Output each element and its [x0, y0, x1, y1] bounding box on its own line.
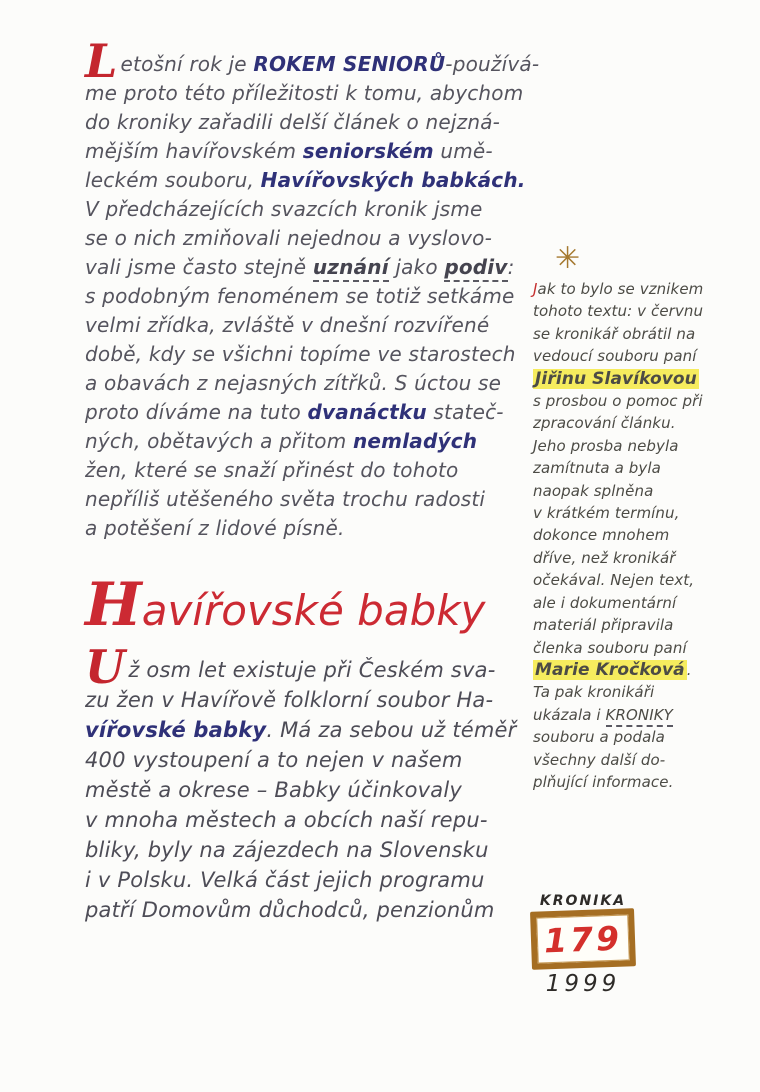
text-segment: se o nich zmiňovali nejednou a vyslovo- [85, 226, 493, 250]
text-segment: naopak splněna [533, 481, 654, 500]
text-segment: seniorském [302, 139, 434, 163]
text-segment: vali jsme často stejně [85, 255, 313, 279]
text-line [533, 502, 743, 524]
text-line [533, 749, 743, 771]
stamp-page-number: 179 [543, 918, 623, 960]
paragraph-intro [85, 34, 550, 543]
text-line [85, 79, 550, 108]
text-segment: vířovské babky [85, 718, 267, 742]
text-segment: zamítnuta a byla [533, 459, 661, 478]
text-line [85, 166, 550, 195]
text-line [533, 345, 743, 367]
text-segment: všechny další do- [533, 750, 666, 769]
section-heading [85, 569, 550, 647]
text-line [85, 685, 550, 715]
text-segment: V předcházejících svazcích kronik jsme [85, 197, 483, 221]
text-segment: patří Domovům důchodců, penzionům [85, 898, 495, 922]
text-line [85, 34, 550, 88]
text-line [533, 278, 743, 300]
text-line [85, 282, 550, 311]
text-segment: me proto této příležitosti k tomu, abychom [85, 81, 524, 105]
text-segment: uznání [313, 255, 389, 282]
text-segment: ž osm let existuje při Českém sva- [128, 658, 496, 682]
text-segment: leckém souboru, [85, 168, 261, 192]
text-line [533, 412, 743, 434]
text-segment: plňující informace. [533, 772, 674, 791]
text-segment: v krátkém termínu, [533, 504, 680, 523]
text-line [85, 137, 550, 166]
paragraph-babky [85, 640, 550, 925]
text-segment: do kroniky zařadili delší článek o nejzná- [85, 110, 501, 134]
text-line [533, 300, 743, 322]
text-line [533, 390, 743, 412]
text-segment: umě- [433, 139, 493, 163]
text-segment: době, kdy se všichni topíme ve starostech [85, 342, 516, 366]
text-line [533, 726, 743, 748]
text-line [533, 524, 743, 546]
text-line [85, 456, 550, 485]
text-segment: Marie Kročková [535, 659, 685, 680]
text-segment: nepříliš utěšeného světa trochu radosti [85, 487, 486, 511]
heading-initial-letter: H [85, 570, 142, 640]
text-segment: mějším havířovském [85, 139, 303, 163]
text-line [85, 640, 550, 694]
text-segment: Jeho prosba nebyla [533, 436, 679, 455]
margin-note [533, 241, 743, 793]
text-segment: KRONIKY [606, 706, 673, 727]
margin-note-text [533, 278, 743, 793]
asterisk-icon: ✳ [555, 241, 581, 276]
text-segment: dvanáctku [307, 400, 427, 424]
text-segment: a obavách z nejasných zítřků. S úctou se [85, 371, 502, 395]
text-line [85, 775, 550, 805]
text-line [533, 435, 743, 457]
text-segment: v mnoha městech a obcích naší repu- [85, 808, 488, 832]
text-line [85, 108, 550, 137]
text-segment: : [507, 255, 515, 279]
text-line [85, 369, 550, 398]
text-segment: . Má za sebou už téměř [266, 718, 517, 742]
text-line [85, 805, 550, 835]
text-line [533, 637, 743, 659]
stamp-year: 1999 [545, 971, 621, 997]
main-text-column [85, 34, 550, 925]
text-segment: ukázala i [533, 705, 606, 724]
text-segment: zpracování článku. [533, 414, 676, 433]
drop-cap-letter: U [85, 640, 126, 694]
text-line [85, 895, 550, 925]
text-line [85, 865, 550, 895]
text-segment: zu žen v Havířově folklorní soubor Ha- [85, 688, 494, 712]
text-line [85, 195, 550, 224]
text-segment: tohoto textu: v červnu [533, 302, 704, 321]
text-line [85, 427, 550, 456]
text-segment: s podobným fenoménem se totiž setkáme [85, 284, 515, 308]
text-segment: etošní rok je [120, 52, 254, 76]
text-segment: s prosbou o pomoc při [533, 392, 703, 411]
text-segment: Havířovských babkách. [260, 168, 526, 192]
text-line [533, 681, 743, 703]
text-segment: dokonce mnohem [533, 526, 670, 545]
text-segment: Jiřinu Slavíkovou [535, 368, 697, 389]
text-line [533, 659, 743, 681]
text-segment: očekával. Nejen text, [533, 571, 695, 590]
stamp-label: KRONIKA [539, 893, 627, 909]
stamp-number-box [530, 908, 636, 970]
text-segment: ROKEM SENIORŮ [253, 52, 446, 76]
text-line [85, 835, 550, 865]
text-line [85, 398, 550, 427]
text-line [533, 771, 743, 793]
text-line [533, 614, 743, 636]
text-segment: ných, obětavých a přitom [85, 429, 353, 453]
text-segment: i v Polsku. Velká část jejich programu [85, 868, 485, 892]
text-line [533, 569, 743, 591]
text-line [85, 311, 550, 340]
chronicle-stamp [520, 893, 646, 997]
text-segment: 400 vystoupení a to nejen v našem [85, 748, 463, 772]
text-segment: městě a okrese – Babky účinkovaly [85, 778, 463, 802]
text-segment: žen, které se snaží přinést do tohoto [85, 458, 459, 482]
text-line [85, 253, 550, 282]
text-segment: stateč- [426, 400, 504, 424]
text-segment: Ta pak kronikáři [533, 683, 655, 702]
text-segment: vedoucí souboru paní [533, 347, 697, 366]
text-line [85, 745, 550, 775]
text-line [85, 715, 550, 745]
text-segment: -používá- [445, 52, 540, 76]
text-line [85, 514, 550, 543]
text-line [85, 224, 550, 253]
text-segment: materiál připravila [533, 616, 674, 635]
text-segment: podiv [444, 255, 507, 282]
text-segment: bliky, byly na zájezdech na Slovensku [85, 838, 489, 862]
text-segment: ak to bylo se vznikem [537, 280, 704, 298]
text-line [533, 704, 743, 726]
text-segment: a potěšení z lidové písně. [85, 516, 345, 540]
text-segment: se kronikář obrátil na [533, 324, 696, 343]
text-line [533, 480, 743, 502]
text-segment: členka souboru paní [533, 638, 687, 657]
text-line [533, 323, 743, 345]
text-line [533, 592, 743, 614]
text-segment: J [533, 280, 538, 298]
text-segment: souboru a podala [533, 728, 665, 747]
text-segment: proto díváme na tuto [85, 400, 308, 424]
text-segment: velmi zřídka, zvláště v dnešní rozvířené [85, 313, 490, 337]
text-segment: jako [388, 255, 445, 279]
text-segment: . [686, 660, 692, 679]
text-segment: ale i dokumentární [533, 593, 677, 612]
drop-cap-letter: L [85, 34, 118, 88]
text-line [533, 457, 743, 479]
text-line [85, 340, 550, 369]
heading-text: avířovské babky [141, 586, 486, 635]
text-line [85, 485, 550, 514]
text-line [533, 368, 743, 390]
text-segment: nemladých [352, 429, 478, 453]
text-line [533, 547, 743, 569]
text-segment: dříve, než kronikář [533, 548, 676, 567]
